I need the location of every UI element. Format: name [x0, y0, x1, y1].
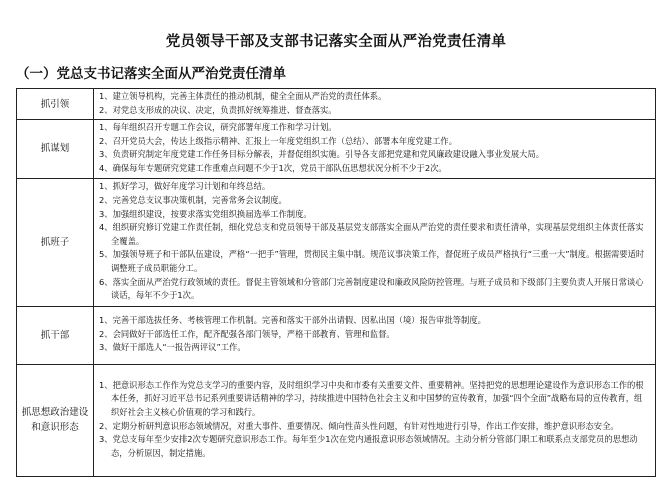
list-item: 6、落实全面从严治党行政领域的责任。督促主管领域和分管部门完善制度建设和廉政风险防控管理。与班子成员和下级部门主要负责人开展日常谈心谈话，每年不少于1次。	[99, 276, 644, 301]
list-item: 5、加强领导班子和干部队伍建设，严格“一把手”管理，贯彻民主集中制。规范议事决策工作，督促班子成员严格执行“三重一大”制度。根据需要适时调整班子成员职能分工。	[99, 249, 645, 273]
table-row	[17, 364, 656, 476]
row-items	[94, 364, 656, 476]
table-row	[17, 120, 656, 178]
row-category: 抓谋划	[17, 120, 94, 178]
table-row	[17, 306, 656, 364]
list-item: 4、确保每年专题研究党建工作重难点问题不少于1次，党员干部队伍思想状况分析不少于2次。	[99, 162, 447, 173]
list-item: 3、负责研究制定年度党建工作任务目标分解表，并督促组织实施。引导各支部把党建和党风廉政建设融入事业发展大局。	[99, 149, 545, 160]
row-category: 抓干部	[17, 306, 94, 364]
list-item: 2、会同做好干部选任工作，配齐配强各部门领导，严格干部教育、管理和监督。	[99, 328, 395, 339]
list-item: 2、召开党员大会，传达上级指示精神、汇报上一年度党组织工作（总结）、部署本年度党建工作。	[99, 135, 457, 146]
row-category: 抓班子	[17, 178, 94, 306]
list-item: 3、做好干部选人“一报告两评议”工作。	[99, 342, 246, 353]
row-category: 抓思想政治建设和意识形态	[17, 364, 94, 476]
row-items	[94, 120, 656, 178]
table-row	[17, 89, 656, 120]
list-item: 2、定期分析研判意识形态领域情况，对重大事件、重要情况、倾向性苗头性问题，有针对性地进行引导，作出工作安排，维护意识形态安全。	[99, 420, 619, 431]
list-item: 1、建立领导机构，完善主体责任的推动机制，健全全面从严治党的责任体系。	[99, 91, 387, 101]
responsibility-table	[16, 88, 656, 477]
row-items	[94, 89, 656, 120]
list-item: 3、加强组织建设，按要求落实党组织换届选举工作制度。	[99, 208, 312, 219]
document-title: 党员领导干部及支部书记落实全面从严治党责任清单	[165, 34, 507, 50]
list-item: 1、完善干部选拔任务、考核管理工作机制。完善和落实干部外出请假、因私出国（境）报告审批等制度。	[99, 315, 486, 326]
list-item: 2、对党总支形成的决议、决定，负责抓好统筹推进、督查落实。	[99, 104, 337, 115]
list-item: 1、每年组织召开专题工作会议，研究部署年度工作和学习计划。	[99, 122, 337, 133]
list-item: 1、把意识形态工作作为党总支学习的重要内容，及时组织学习中央和市委有关重要文件、重要精神。坚持把党的思想理论建设作为意识形态工作的根本任务，抓好习近平总书记系列重要讲话精神的学习，持续推进中国特色社会主义和中国梦的宣传教育，加强“四个全面”战略布局的宣传教育，组织好社会主义核心价值观的学习和践行。	[99, 379, 644, 417]
list-item: 2、完善党总支议事决策机制，完善常务会议制度。	[99, 194, 287, 205]
list-item: 1、抓好学习，做好年度学习计划和年终总结。	[99, 181, 271, 192]
list-item: 3、党总支每年至少安排2次专题研究意识形态工作。每年至少1次在党内通报意识形态领域情况。主动分析分管部门职工和联系点支部党员的思想动态，分析原因，制定措施。	[99, 434, 638, 458]
row-category: 抓引领	[17, 89, 94, 120]
row-items	[94, 306, 656, 364]
section-title: （一）党总支书记落实全面从严治党责任清单	[16, 66, 286, 82]
row-items	[94, 178, 656, 306]
table-row	[17, 178, 656, 306]
list-item: 4、组织研究修订党建工作责任制，细化党总支和党员领导干部及基层党支部落实全面从严治党的责任要求和责任清单，实现基层党组织主体责任落实全覆盖。	[99, 222, 644, 246]
